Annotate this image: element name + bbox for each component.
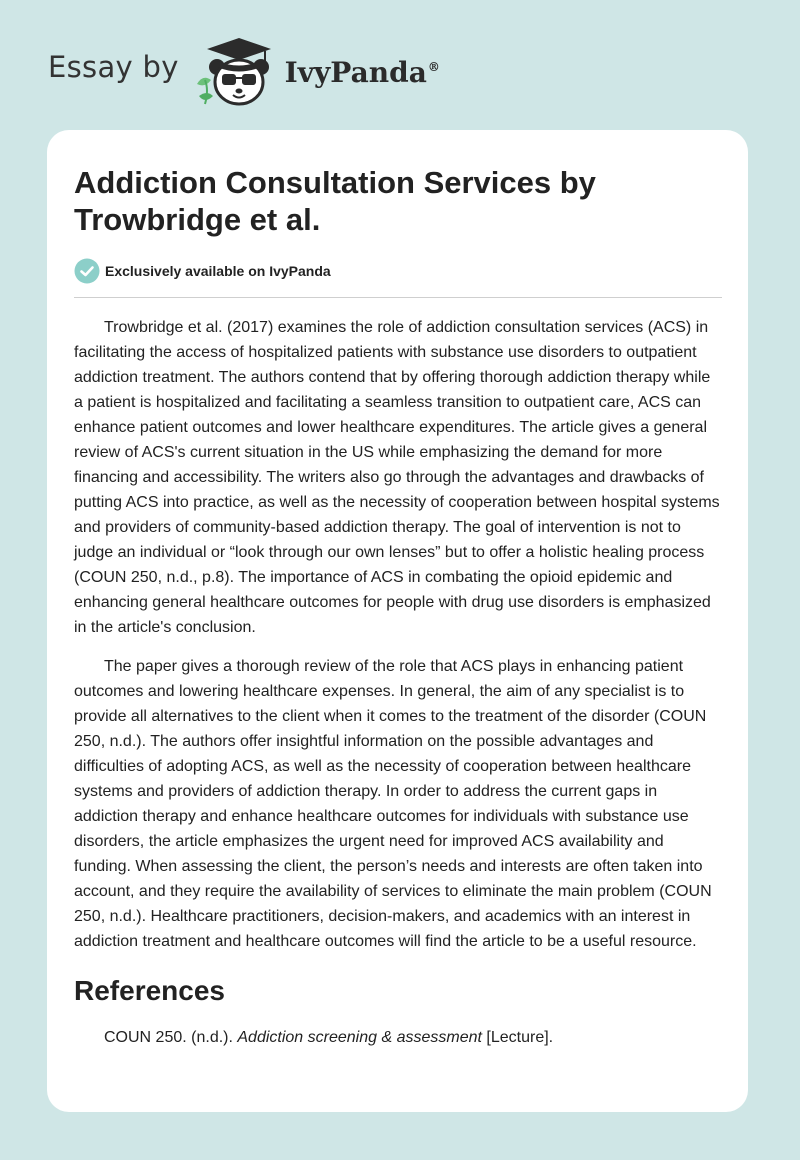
reference-title: Addiction screening & assessment bbox=[237, 1029, 482, 1046]
panda-graduate-logo-icon bbox=[193, 34, 283, 108]
brand-header[interactable] bbox=[48, 34, 440, 108]
brand-name-text: IvyPanda bbox=[284, 55, 427, 89]
references-heading: References bbox=[74, 975, 225, 1006]
divider bbox=[74, 297, 722, 298]
brand-prefix: Essay by bbox=[48, 50, 179, 84]
reference-prefix: COUN 250. (n.d.). bbox=[104, 1029, 238, 1046]
reference-suffix: [Lecture]. bbox=[481, 1029, 554, 1046]
exclusive-badge-text: Exclusively available on IvyPanda bbox=[105, 263, 331, 279]
essay-paragraph: The paper gives a thorough review of the role that ACS plays in enhancing patient outcomes and lowering healthcare expenses. In general, the aim of any specialist is to provide all alternatives to the client when it comes to the treatment of the disorder (COUN 250, n.d.). The authors offer insightful information on the possible advantages and difficulties of adopting ACS, as well as the necessity of cooperation between healthcare systems and providers of addiction therapy. In order to address the current gaps in addiction therapy and enhance healthcare outcomes for individuals with substance use disorders, the article emphasizes the urgent need for improved ACS availability and funding. When assessing the client, the person’s needs and interests are often taken into account, and they require the availability of services to eliminate the main problem (COUN 250, n.d.). Healthcare practitioners, decision-makers, and academics with an interest in addiction treatment and healthcare outcomes will find the article to be a useful resource. bbox=[74, 658, 712, 950]
brand-name bbox=[285, 56, 440, 89]
exclusive-badge bbox=[74, 258, 722, 284]
brand-registered-mark: ® bbox=[427, 60, 440, 75]
essay-title: Addiction Consultation Services by Trowbridge et al. bbox=[74, 165, 596, 237]
essay-paragraph: Trowbridge et al. (2017) examines the role of addiction consultation services (ACS) in facilitating the access of hospitalized patients with substance use disorders to outpatient addiction treatment. The authors contend that by offering thorough addiction therapy while a patient is hospitalized and facilitating a seamless transition to outpatient care, ACS can enhance patient outcomes and lower healthcare expenditures. The article gives a general review of ACS's current situation in the US while emphasizing the demand for more financing and accessibility. The writers also go through the advantages and drawbacks of putting ACS into practice, as well as the necessity of cooperation between hospital systems and providers of community-based addiction therapy. The goal of intervention is not to judge an individual or “look through our own lenses” but to offer a holistic healing process (COUN 250, n.d., p.8). The importance of ACS in combating the opioid epidemic and enhancing general healthcare outcomes for people with drug use disorders is emphasized in the article's conclusion. bbox=[74, 319, 720, 636]
check-circle-icon bbox=[74, 258, 100, 284]
essay-card bbox=[47, 130, 748, 1112]
reference-item bbox=[74, 1026, 722, 1050]
